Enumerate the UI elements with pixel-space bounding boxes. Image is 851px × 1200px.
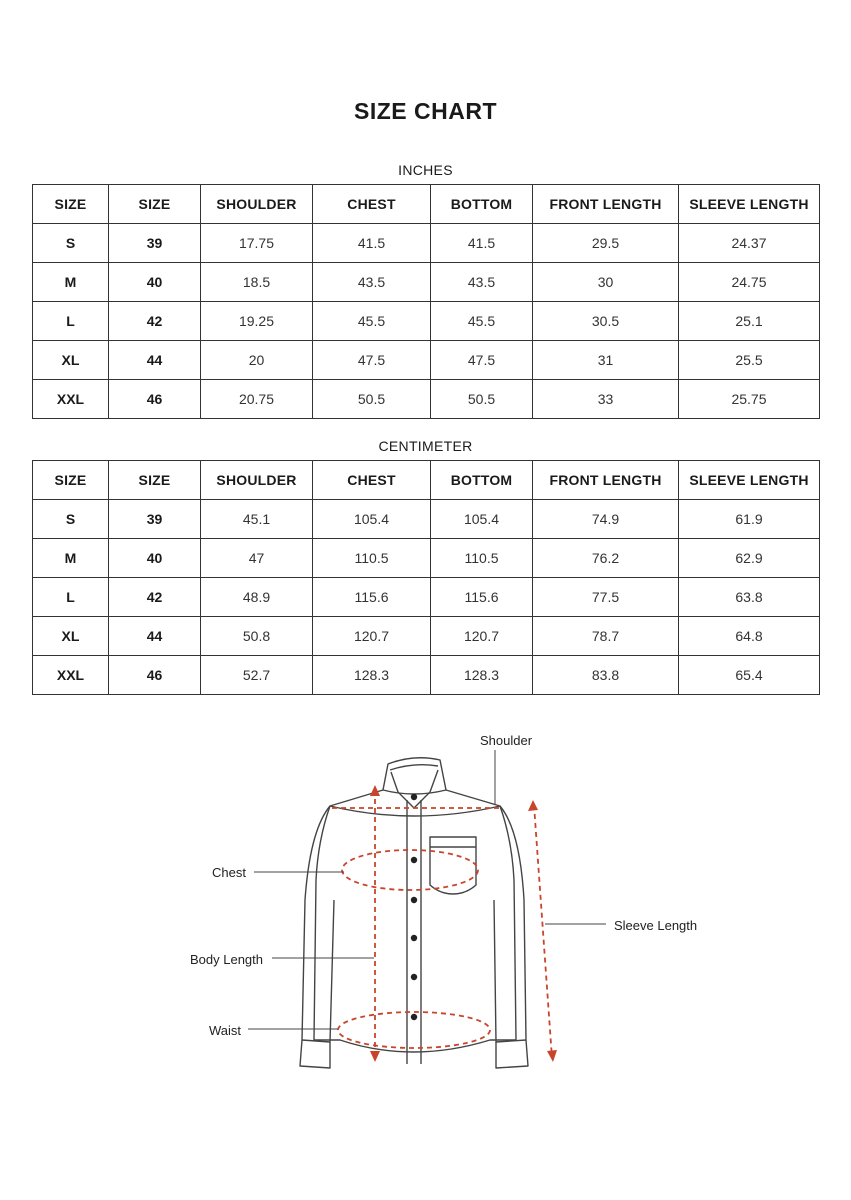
table-cell: 43.5	[313, 263, 431, 302]
table-cell: 24.75	[679, 263, 820, 302]
table-cell: 115.6	[431, 578, 533, 617]
column-header: CHEST	[313, 461, 431, 500]
table-cell: 78.7	[533, 617, 679, 656]
table-cell: 47.5	[313, 341, 431, 380]
table-cell: XXL	[33, 380, 109, 419]
table-cell: 64.8	[679, 617, 820, 656]
table-cell: 43.5	[431, 263, 533, 302]
table-cell: XL	[33, 617, 109, 656]
centimeter-header-row	[33, 461, 820, 500]
inches-section-label: INCHES	[398, 162, 453, 178]
table-row	[33, 617, 820, 656]
column-header: SHOULDER	[201, 185, 313, 224]
table-cell: 83.8	[533, 656, 679, 695]
shirt-outline-icon	[300, 758, 528, 1068]
table-row	[33, 656, 820, 695]
table-row	[33, 302, 820, 341]
table-cell: 128.3	[431, 656, 533, 695]
table-cell: 110.5	[431, 539, 533, 578]
column-header: BOTTOM	[431, 461, 533, 500]
table-cell: 17.75	[201, 224, 313, 263]
table-cell: 40	[109, 263, 201, 302]
table-cell: S	[33, 500, 109, 539]
column-header: SLEEVE LENGTH	[679, 461, 820, 500]
table-row	[33, 539, 820, 578]
column-header: FRONT LENGTH	[533, 185, 679, 224]
table-cell: L	[33, 578, 109, 617]
table-cell: 24.37	[679, 224, 820, 263]
table-cell: 41.5	[431, 224, 533, 263]
measurement-guides	[332, 790, 552, 1058]
centimeter-section-label: CENTIMETER	[378, 438, 473, 454]
sleeve-length-label: Sleeve Length	[614, 918, 698, 933]
measurement-arrowheads	[370, 785, 557, 1062]
inches-table	[32, 184, 820, 419]
table-cell: 62.9	[679, 539, 820, 578]
column-header: SHOULDER	[201, 461, 313, 500]
table-row	[33, 224, 820, 263]
column-header: FRONT LENGTH	[533, 461, 679, 500]
table-cell: 47.5	[431, 341, 533, 380]
table-cell: 74.9	[533, 500, 679, 539]
table-cell: 29.5	[533, 224, 679, 263]
table-cell: 20.75	[201, 380, 313, 419]
table-cell: 105.4	[313, 500, 431, 539]
table-cell: M	[33, 539, 109, 578]
column-header: SLEEVE LENGTH	[679, 185, 820, 224]
table-row	[33, 578, 820, 617]
table-cell: 45.5	[313, 302, 431, 341]
table-cell: XL	[33, 341, 109, 380]
table-cell: 33	[533, 380, 679, 419]
table-cell: 110.5	[313, 539, 431, 578]
table-cell: 25.5	[679, 341, 820, 380]
table-cell: 39	[109, 224, 201, 263]
table-cell: 18.5	[201, 263, 313, 302]
table-cell: 44	[109, 617, 201, 656]
waist-label: Waist	[209, 1023, 242, 1038]
table-cell: 50.5	[431, 380, 533, 419]
table-cell: 50.5	[313, 380, 431, 419]
table-cell: 52.7	[201, 656, 313, 695]
table-cell: 77.5	[533, 578, 679, 617]
table-cell: 39	[109, 500, 201, 539]
column-header: CHEST	[313, 185, 431, 224]
table-row	[33, 380, 820, 419]
table-cell: XXL	[33, 656, 109, 695]
table-cell: 31	[533, 341, 679, 380]
page-title: SIZE CHART	[354, 98, 497, 124]
column-header: SIZE	[109, 185, 201, 224]
table-cell: 19.25	[201, 302, 313, 341]
table-cell: 105.4	[431, 500, 533, 539]
table-cell: 120.7	[313, 617, 431, 656]
chest-label: Chest	[212, 865, 246, 880]
centimeter-table	[32, 460, 820, 695]
table-cell: 25.1	[679, 302, 820, 341]
table-cell: L	[33, 302, 109, 341]
table-cell: 25.75	[679, 380, 820, 419]
table-cell: 115.6	[313, 578, 431, 617]
table-row	[33, 263, 820, 302]
table-cell: 46	[109, 656, 201, 695]
table-cell: 120.7	[431, 617, 533, 656]
table-row	[33, 500, 820, 539]
column-header: SIZE	[33, 185, 109, 224]
shirt-measurement-diagram	[0, 712, 851, 1112]
table-cell: 63.8	[679, 578, 820, 617]
table-cell: 42	[109, 578, 201, 617]
table-cell: 30	[533, 263, 679, 302]
table-cell: M	[33, 263, 109, 302]
table-cell: 65.4	[679, 656, 820, 695]
table-cell: 30.5	[533, 302, 679, 341]
table-cell: 45.5	[431, 302, 533, 341]
table-cell: 47	[201, 539, 313, 578]
table-cell: 46	[109, 380, 201, 419]
table-row	[33, 341, 820, 380]
inches-header-row	[33, 185, 820, 224]
table-cell: 42	[109, 302, 201, 341]
column-header: SIZE	[109, 461, 201, 500]
column-header: SIZE	[33, 461, 109, 500]
table-cell: 40	[109, 539, 201, 578]
table-cell: 48.9	[201, 578, 313, 617]
body-length-label: Body Length	[190, 952, 264, 967]
table-cell: 76.2	[533, 539, 679, 578]
table-cell: 128.3	[313, 656, 431, 695]
shoulder-label: Shoulder	[480, 733, 533, 748]
column-header: BOTTOM	[431, 185, 533, 224]
table-cell: 20	[201, 341, 313, 380]
table-cell: 41.5	[313, 224, 431, 263]
table-cell: S	[33, 224, 109, 263]
table-cell: 50.8	[201, 617, 313, 656]
table-cell: 61.9	[679, 500, 820, 539]
table-cell: 45.1	[201, 500, 313, 539]
table-cell: 44	[109, 341, 201, 380]
shirt-buttons	[411, 794, 417, 1020]
